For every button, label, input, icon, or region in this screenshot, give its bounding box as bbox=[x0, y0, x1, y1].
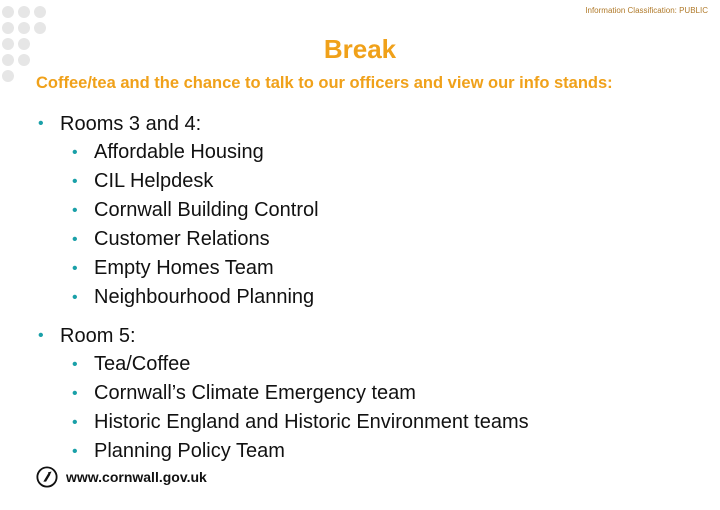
list-item bbox=[72, 283, 529, 312]
bullet-icon: • bbox=[72, 260, 78, 277]
list-item-text: CIL Helpdesk bbox=[94, 170, 214, 192]
list-item-text: Affordable Housing bbox=[94, 141, 264, 163]
list-item bbox=[72, 225, 529, 254]
section-rooms-3-4 bbox=[38, 110, 529, 312]
list-item-text: Planning Policy Team bbox=[94, 440, 285, 462]
list-item bbox=[72, 350, 529, 379]
cornwall-council-logo-icon bbox=[36, 466, 58, 488]
list-item bbox=[72, 254, 529, 283]
bullet-list bbox=[38, 110, 529, 466]
bullet-icon: • bbox=[38, 327, 44, 344]
list-item-text: Cornwall’s Climate Emergency team bbox=[94, 382, 416, 404]
sub-list bbox=[60, 138, 529, 312]
bullet-icon: • bbox=[72, 414, 78, 431]
bullet-icon: • bbox=[72, 289, 78, 306]
bullet-icon: • bbox=[38, 115, 44, 132]
footer bbox=[36, 466, 207, 488]
list-item bbox=[72, 167, 529, 196]
list-item-text: Neighbourhood Planning bbox=[94, 286, 315, 308]
bullet-icon: • bbox=[72, 443, 78, 460]
slide-subtitle: Coffee/tea and the chance to talk to our officers and view our info stands: bbox=[36, 74, 613, 92]
bullet-icon: • bbox=[72, 385, 78, 402]
list-item bbox=[72, 138, 529, 167]
list-item bbox=[72, 437, 529, 466]
slide-title: Break bbox=[323, 34, 397, 64]
section-room-5 bbox=[38, 322, 529, 466]
list-item-text: Historic England and Historic Environment teams bbox=[94, 411, 529, 433]
list-item bbox=[72, 196, 529, 225]
website-link[interactable]: www.cornwall.gov.uk bbox=[66, 469, 207, 485]
list-item bbox=[72, 379, 529, 408]
bullet-icon: • bbox=[72, 231, 78, 248]
bullet-icon: • bbox=[72, 356, 78, 373]
bullet-icon: • bbox=[72, 144, 78, 161]
list-item-text: Customer Relations bbox=[94, 228, 270, 250]
list-item-text: Cornwall Building Control bbox=[94, 199, 319, 221]
list-item bbox=[72, 408, 529, 437]
section-heading: Rooms 3 and 4: bbox=[60, 113, 202, 135]
classification-label: Information Classification: PUBLIC bbox=[585, 6, 708, 15]
bullet-icon: • bbox=[72, 173, 78, 190]
bullet-icon: • bbox=[72, 202, 78, 219]
sub-list bbox=[60, 350, 529, 466]
list-item-text: Tea/Coffee bbox=[94, 353, 191, 375]
section-heading: Room 5: bbox=[60, 325, 136, 347]
list-item-text: Empty Homes Team bbox=[94, 257, 274, 279]
